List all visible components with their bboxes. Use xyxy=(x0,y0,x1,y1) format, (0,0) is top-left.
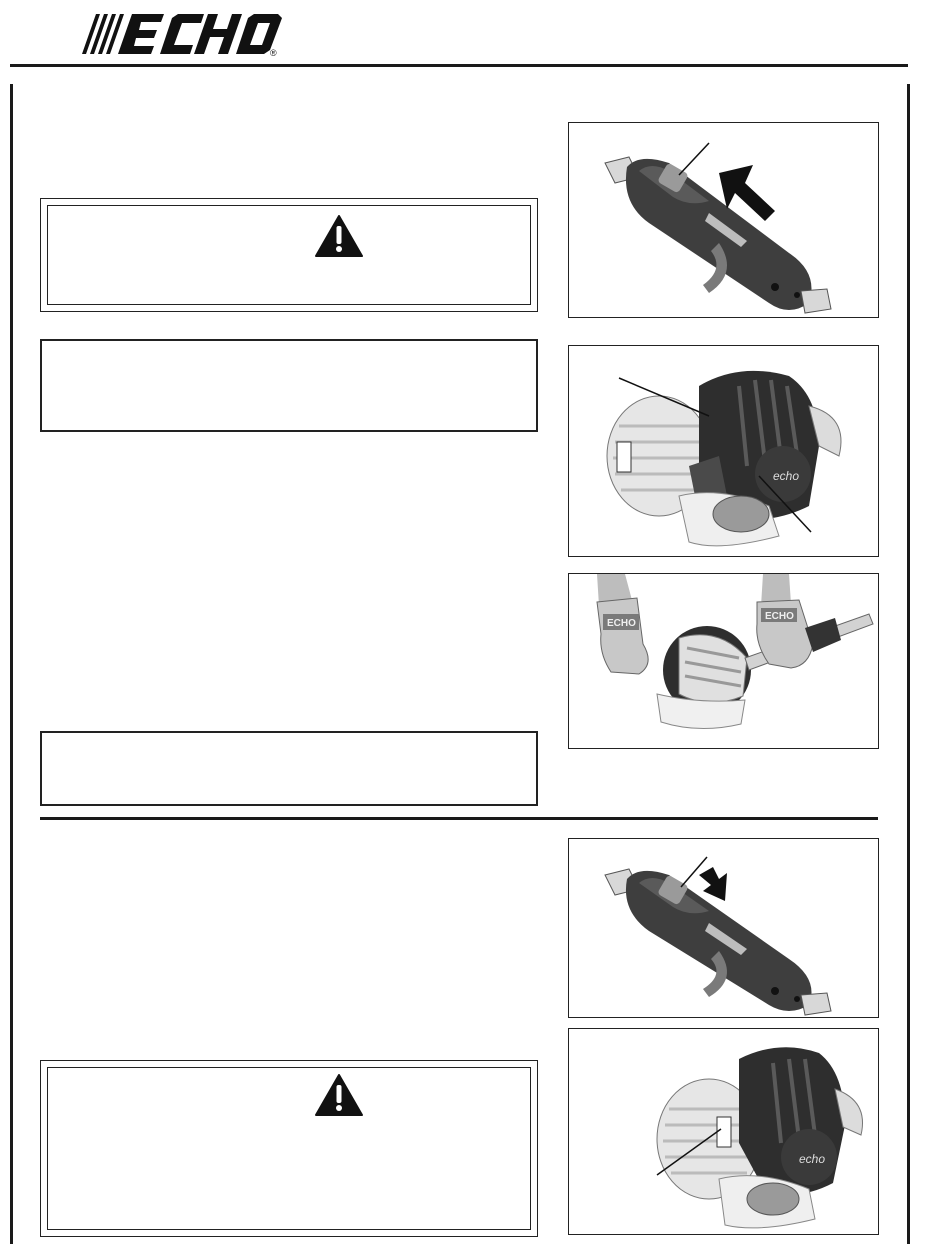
photo-throttle-handle-off xyxy=(568,838,879,1018)
note-box-1 xyxy=(40,339,538,432)
photo-throttle-handle-on xyxy=(568,122,879,318)
svg-text:ECHO: ECHO xyxy=(765,611,794,622)
note-box-2 xyxy=(40,731,538,806)
warning-triangle-icon xyxy=(314,214,364,258)
warning-box-bottom xyxy=(40,1060,538,1237)
svg-text:echo: echo xyxy=(799,1152,826,1166)
photo-starting-with-gloves xyxy=(568,573,879,749)
left-margin-rule xyxy=(10,84,13,1244)
header-rule xyxy=(10,64,908,67)
warning-box-top xyxy=(40,198,538,312)
warning-triangle-icon xyxy=(314,1073,364,1117)
svg-text:echo: echo xyxy=(773,469,800,483)
photo-engine-choke xyxy=(568,345,879,557)
registered-mark: ® xyxy=(270,48,277,58)
echo-logo xyxy=(72,10,284,58)
photo-engine-stop xyxy=(568,1028,879,1235)
svg-text:ECHO: ECHO xyxy=(607,618,636,629)
right-margin-rule xyxy=(907,84,910,1244)
section-divider xyxy=(40,817,878,820)
